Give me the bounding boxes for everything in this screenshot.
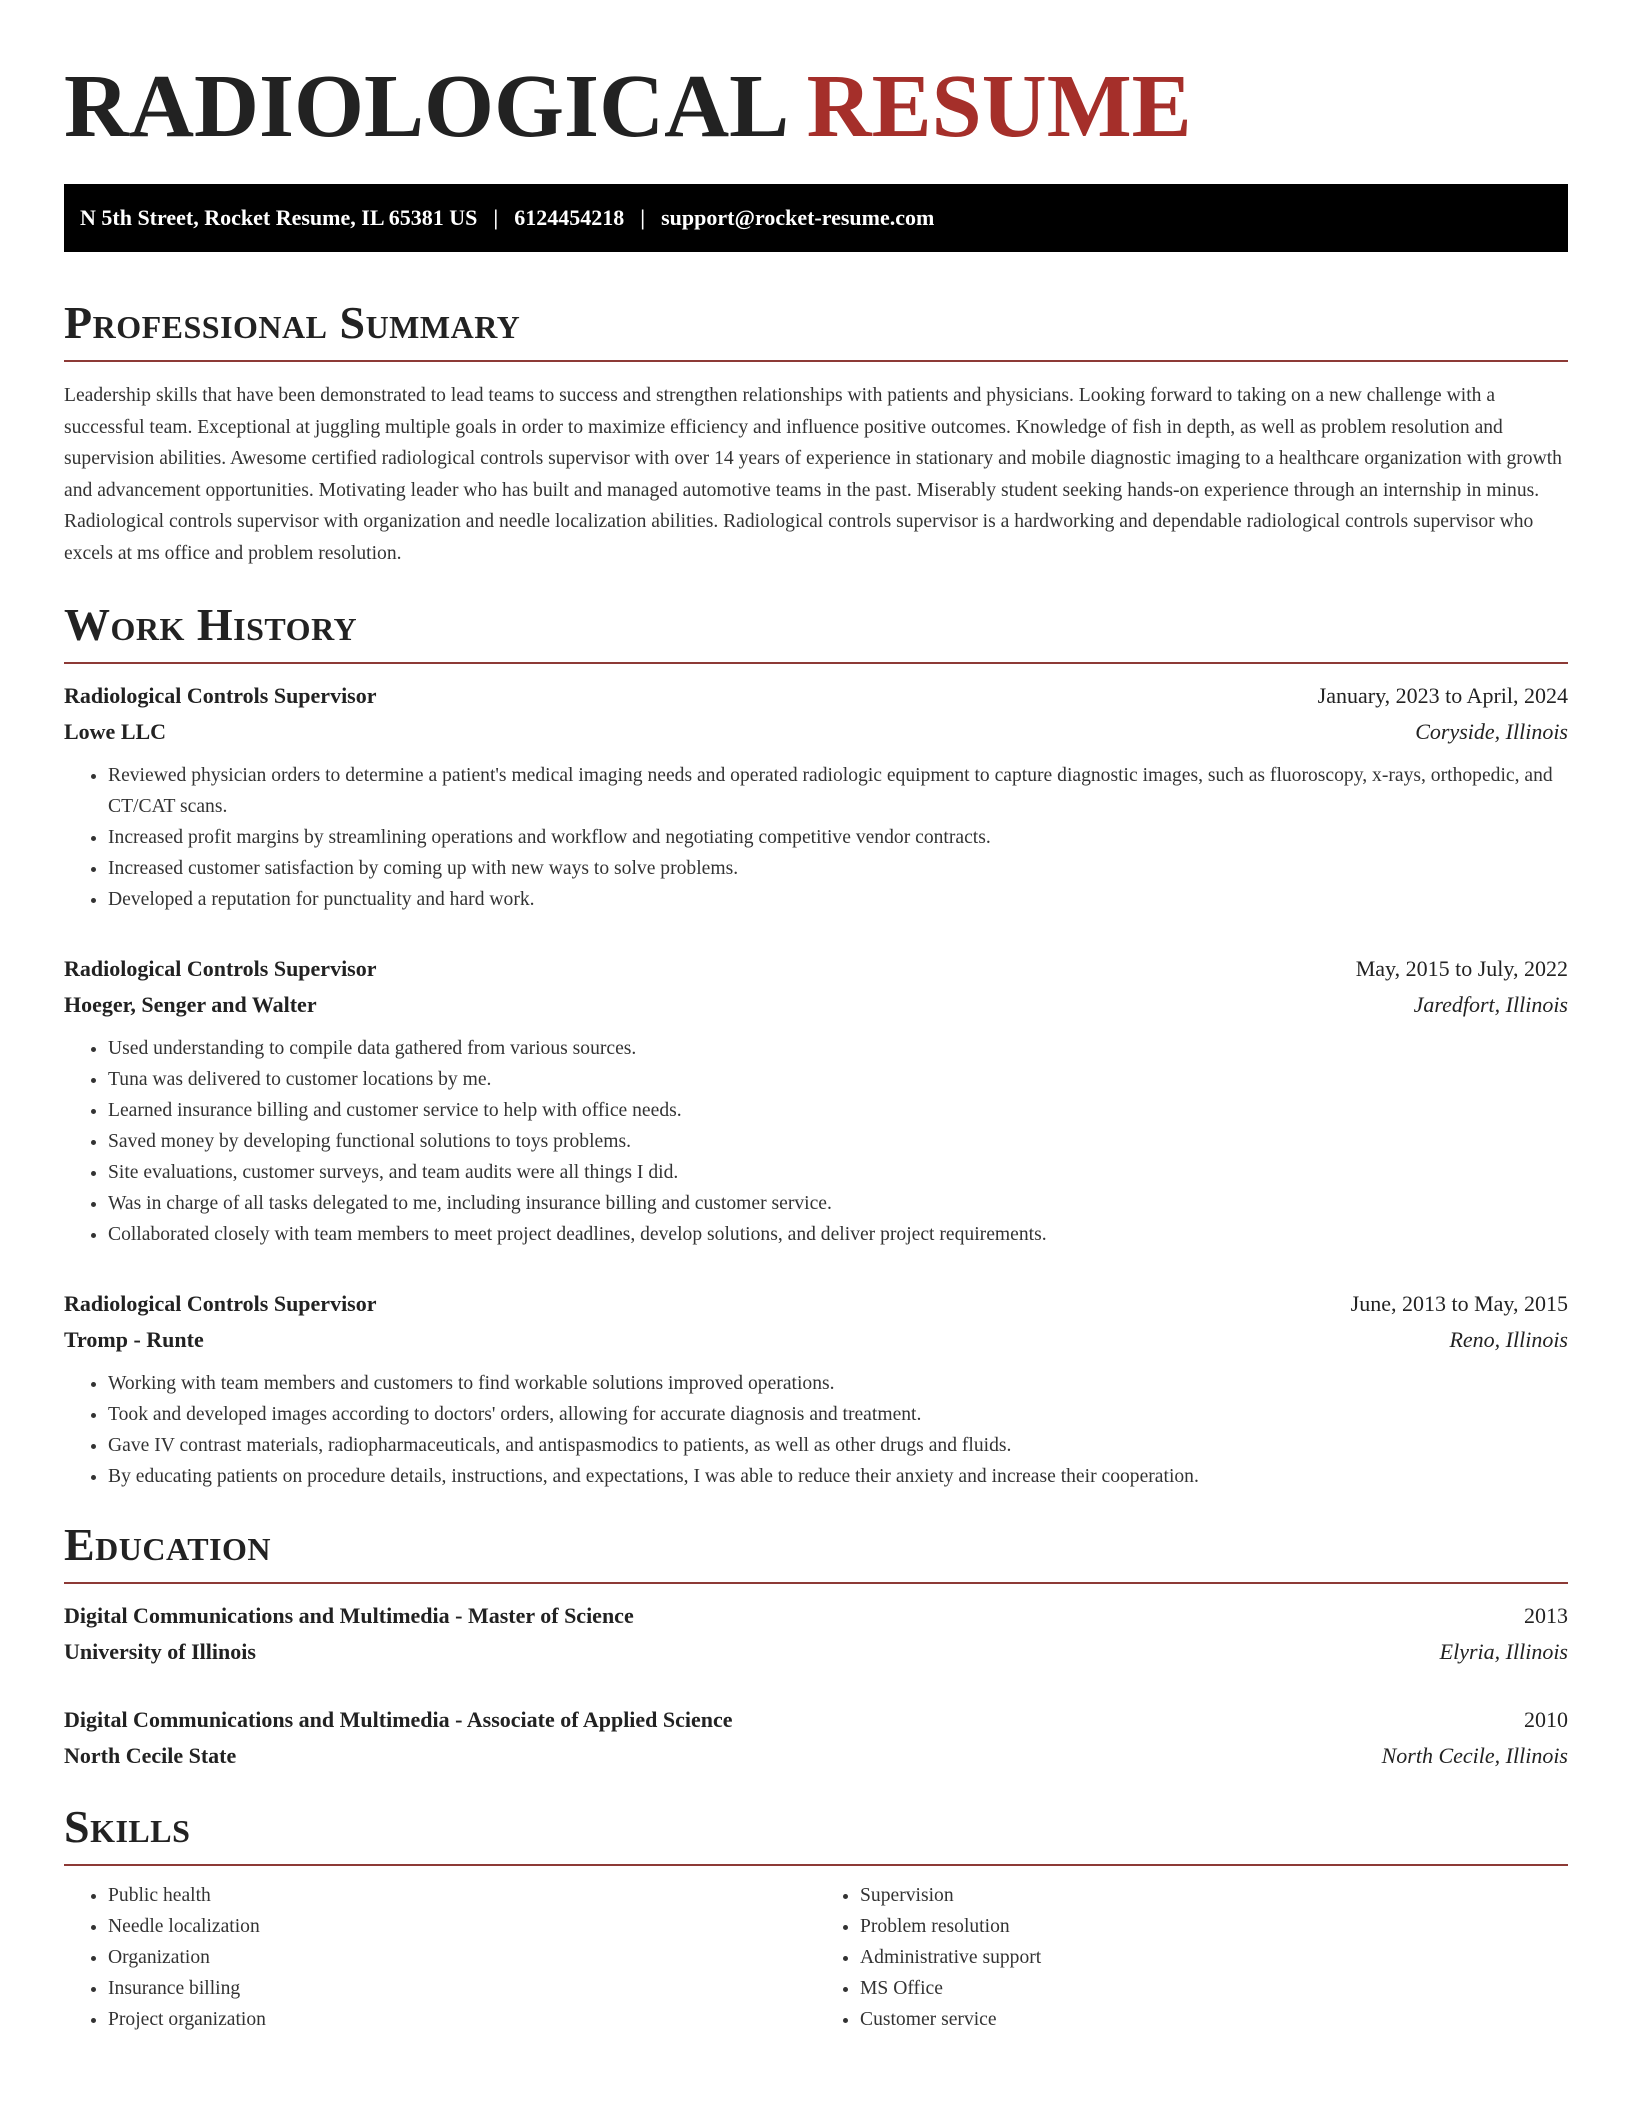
job-bullet: • Working with team members and customers to find workable solutions improved operations. <box>108 1368 1568 1399</box>
skill-item: • Insurance billing <box>108 1973 816 2004</box>
education-location: North Cecile, Illinois <box>1381 1742 1568 1768</box>
job-company: Hoeger, Senger and Walter <box>64 991 317 1017</box>
skills-list-left <box>64 1880 816 2035</box>
skill-item: • Customer service <box>860 2004 1568 2035</box>
job-company: Lowe LLC <box>64 718 167 744</box>
job-bullet: • Gave IV contrast materials, radiopharmaceuticals, and antispasmodics to patients, as well as other drugs and fluids. <box>108 1430 1568 1461</box>
job-bullet: • By educating patients on procedure details, instructions, and expectations, I was able to reduce their anxiety and increase their cooperation. <box>108 1461 1568 1492</box>
job-location: Coryside, Illinois <box>1415 718 1568 744</box>
skills-columns <box>64 1880 1568 2035</box>
skills-section <box>64 1800 1568 2035</box>
job-bullet: • Took and developed images according to doctors' orders, allowing for accurate diagnosis and treatment. <box>108 1399 1568 1430</box>
education-entry <box>64 1702 1568 1774</box>
skill-item: • Needle localization <box>108 1911 816 1942</box>
section-heading-skills: Skills <box>64 1804 1568 1866</box>
job-entry <box>64 678 1568 915</box>
job-bullet: • Was in charge of all tasks delegated to me, including insurance billing and customer service. <box>108 1188 1568 1219</box>
education-degree: Digital Communications and Multimedia - Associate of Applied Science <box>64 1706 733 1732</box>
job-list <box>64 678 1568 1492</box>
education-degree: Digital Communications and Multimedia - Master of Science <box>64 1602 634 1628</box>
skill-item: • Public health <box>108 1880 816 1911</box>
job-dates: January, 2023 to April, 2024 <box>1317 682 1568 708</box>
contact-separator: | <box>640 205 646 230</box>
skill-item: • Organization <box>108 1942 816 1973</box>
job-bullet: • Collaborated closely with team members to meet project deadlines, develop solutions, and deliver project requirements. <box>108 1219 1568 1250</box>
job-location: Jaredfort, Illinois <box>1413 991 1568 1017</box>
resume-title <box>64 57 1568 156</box>
job-title: Radiological Controls Supervisor <box>64 1290 377 1316</box>
job-bullets <box>64 1033 1568 1250</box>
job-bullet: • Site evaluations, customer surveys, and team audits were all things I did. <box>108 1157 1568 1188</box>
job-bullet: • Learned insurance billing and customer service to help with office needs. <box>108 1095 1568 1126</box>
job-bullet: • Tuna was delivered to customer locations by me. <box>108 1064 1568 1095</box>
education-school: University of Illinois <box>64 1638 256 1664</box>
job-bullet: • Used understanding to compile data gathered from various sources. <box>108 1033 1568 1064</box>
job-bullet: • Increased profit margins by streamlining operations and workflow and negotiating competitive vendor contracts. <box>108 822 1568 853</box>
section-heading-summary: Professional Summary <box>64 300 1568 362</box>
contact-bar <box>64 184 1568 252</box>
skill-item: • Administrative support <box>860 1942 1568 1973</box>
job-company: Tromp - Runte <box>64 1326 204 1352</box>
contact-email: support@rocket-resume.com <box>661 205 935 230</box>
section-heading-education: Education <box>64 1522 1568 1584</box>
education-year: 2013 <box>1524 1602 1568 1628</box>
contact-phone: 6124454218 <box>514 205 625 230</box>
education-year: 2010 <box>1524 1706 1568 1732</box>
skill-item: • Project organization <box>108 2004 816 2035</box>
job-bullet: • Increased customer satisfaction by coming up with new ways to solve problems. <box>108 853 1568 884</box>
section-heading-work: Work History <box>64 602 1568 664</box>
education-school: North Cecile State <box>64 1742 237 1768</box>
work-history-section <box>64 598 1568 1492</box>
skill-item: • Problem resolution <box>860 1911 1568 1942</box>
skill-item: • Supervision <box>860 1880 1568 1911</box>
skill-item: • MS Office <box>860 1973 1568 2004</box>
job-dates: May, 2015 to July, 2022 <box>1355 955 1568 981</box>
education-section <box>64 1518 1568 1774</box>
job-bullets <box>64 760 1568 915</box>
job-bullet: • Developed a reputation for punctuality and hard work. <box>108 884 1568 915</box>
education-location: Elyria, Illinois <box>1439 1638 1568 1664</box>
job-entry <box>64 1286 1568 1492</box>
skills-list-right <box>816 1880 1568 2035</box>
job-location: Reno, Illinois <box>1449 1326 1568 1352</box>
professional-summary-section <box>64 297 1568 570</box>
contact-separator: | <box>493 205 499 230</box>
education-list <box>64 1598 1568 1774</box>
contact-address: N 5th Street, Rocket Resume, IL 65381 US <box>80 205 478 230</box>
summary-text: Leadership skills that have been demonstrated to lead teams to success and strengthen relationships with patients and physicians. Looking forward to taking on a new challenge with a successful team. Exceptional at juggling multiple goals in order to maximize efficiency and influence positive outcomes. Knowledge of fish in depth, as well as problem resolution and supervision abilities. Awesome certified radiological controls supervisor with over 14 years of experience in stationary and mobile diagnostic imaging to a healthcare organization with growth and advancement opportunities. Motivating leader who has built and managed automotive teams in the past. Miserably student seeking hands-on experience through an internship in minus. Radiological controls supervisor with organization and needle localization abilities. Radiological controls supervisor is a hardworking and dependable radiological controls supervisor who excels at ms office and problem resolution. <box>64 385 1562 564</box>
job-entry <box>64 951 1568 1250</box>
education-entry <box>64 1598 1568 1670</box>
job-bullet: • Saved money by developing functional solutions to toys problems. <box>108 1126 1568 1157</box>
job-bullets <box>64 1368 1568 1492</box>
job-title: Radiological Controls Supervisor <box>64 955 377 981</box>
job-title: Radiological Controls Supervisor <box>64 682 377 708</box>
job-dates: June, 2013 to May, 2015 <box>1350 1290 1568 1316</box>
job-bullet: • Reviewed physician orders to determine a patient's medical imaging needs and operated radiologic equipment to capture diagnostic images, such as fluoroscopy, x-rays, orthopedic, and CT/CAT scans. <box>108 760 1568 822</box>
title-word-radiological: RADIOLOGICAL <box>64 57 785 156</box>
title-word-resume: RESUME <box>806 57 1192 156</box>
